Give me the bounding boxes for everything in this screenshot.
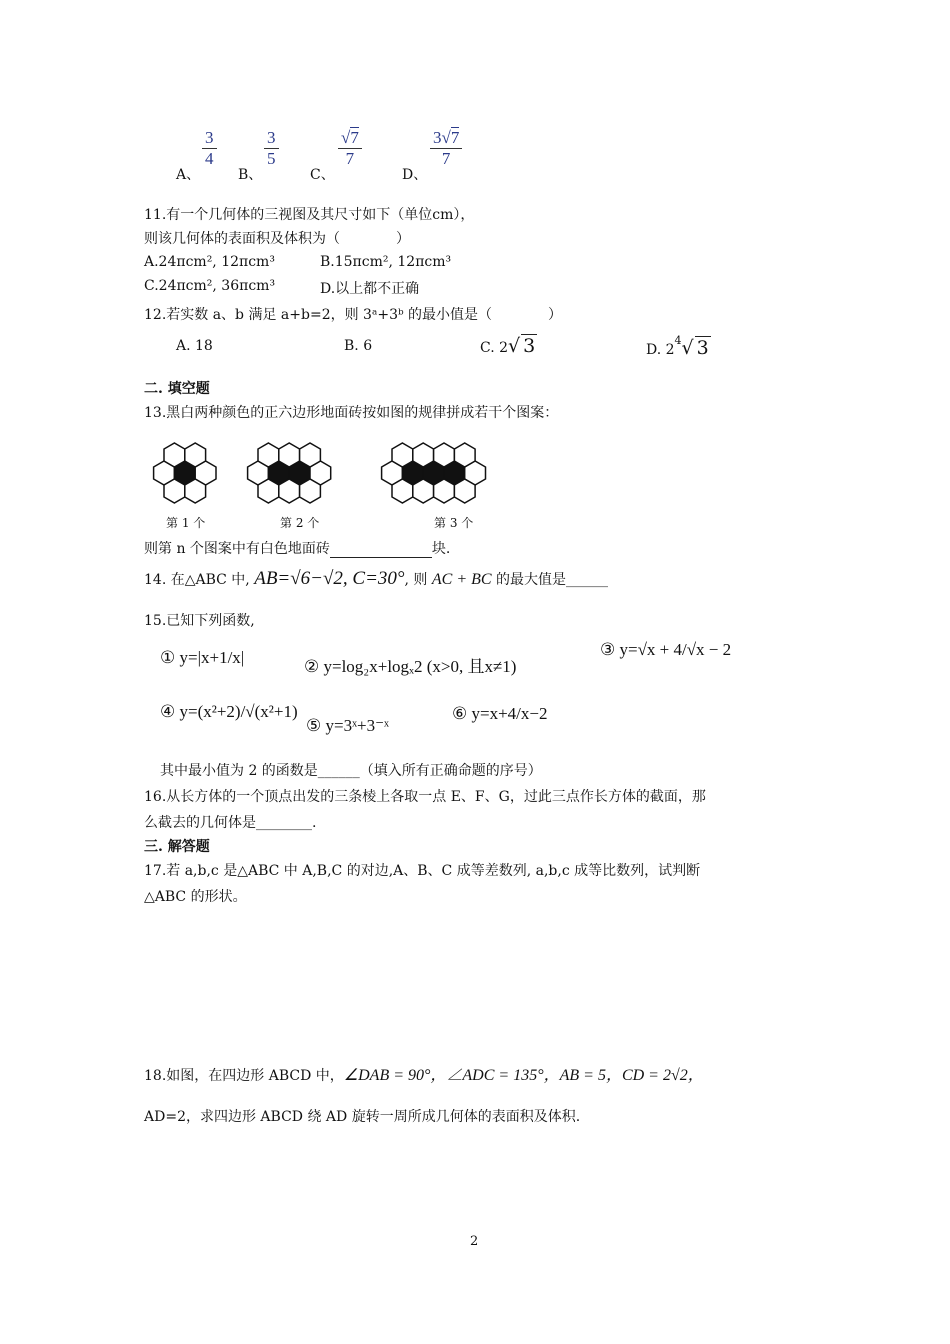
page-number: 2: [470, 1234, 479, 1249]
white-hexagon: [279, 479, 300, 503]
q13-caption-3: 第 3 个: [434, 516, 474, 530]
answer-blank: [330, 541, 432, 558]
q15-function-4: ④ y=(x²+2)/√(x²+1): [160, 702, 298, 721]
q18-line1: [144, 1062, 704, 1085]
white-hexagon: [164, 479, 185, 503]
q15-stem: 15.已知下列函数,: [144, 613, 255, 629]
white-hexagon: [413, 443, 434, 467]
coefficient: 3: [433, 128, 442, 147]
white-hexagon: [392, 443, 413, 467]
opt-c-radicand: 3: [523, 335, 536, 357]
opt-c-prefix: C. 2: [480, 340, 509, 356]
q10-opt-d-label: D、: [402, 167, 428, 183]
q10-options: [176, 128, 476, 184]
white-hexagon: [300, 443, 321, 467]
q13-caption-2: 第 2 个: [280, 516, 320, 530]
q15-function-5: ⑤ y=3ˣ+3⁻ˣ: [306, 716, 389, 735]
denominator: 7: [441, 149, 451, 168]
q10-opt-b-label: B、: [238, 167, 263, 183]
q14-prefix: 14. 在△ABC 中,: [144, 572, 250, 588]
q18-expression: ∠DAB = 90°，∠ADC = 135°，AB = 5，CD = 2√2，: [343, 1067, 704, 1084]
q12-opt-d: D. $2^4√$ 3: [646, 334, 709, 359]
denominator: 5: [267, 149, 276, 168]
hex-pattern-drawing: [140, 430, 540, 516]
q10-opt-c-label: C、: [310, 167, 335, 183]
q14-suffix: 的最大值是______: [496, 572, 609, 588]
white-hexagon: [454, 443, 475, 467]
numerator: 3√7: [430, 128, 462, 149]
q15-function-1: ① y=|x+1/x|: [160, 648, 245, 667]
white-hexagon: [185, 479, 206, 503]
q10-opt-b-fraction: [264, 128, 279, 169]
q11-opt-d: D.以上都不正确: [320, 281, 420, 297]
q13-tail-suffix: 块.: [431, 541, 451, 557]
white-hexagon: [258, 479, 279, 503]
q15-tail: 其中最小值为 2 的函数是______（填入所有正确命题的序号）: [160, 763, 542, 779]
numerator: 3: [202, 128, 217, 149]
denominator: 7: [345, 149, 355, 168]
q15-function-2: ② y=log₂x+logₓ2 (x>0, 且x≠1): [304, 657, 517, 676]
q15-function-3: ③ y=√x + 4/√x − 2: [600, 640, 732, 659]
radicand: 7: [350, 128, 359, 147]
numerator: √7: [338, 128, 362, 149]
white-hexagon: [434, 479, 455, 503]
q18-prefix: 18.如图，在四边形 ABCD 中，: [144, 1068, 344, 1084]
numerator: 3: [264, 128, 279, 149]
white-hexagon: [185, 443, 206, 467]
white-hexagon: [413, 479, 434, 503]
q12-opt-c: C. 2√ 3: [480, 335, 536, 357]
section-fill-in-heading: 二. 填空题: [144, 381, 210, 397]
denominator: 4: [205, 149, 214, 168]
q13-question: [144, 538, 450, 558]
q12-opt-b: B. 6: [344, 338, 373, 354]
q17-line1: 17.若 a,b,c 是△ABC 中 A,B,C 的对边,A、B、C 成等差数列, a,b,c 成等比数列，试判断: [144, 863, 701, 879]
white-hexagon: [434, 443, 455, 467]
q11-opt-a: A.24πcm², 12πcm³: [144, 254, 275, 270]
q13-caption-1: 第 1 个: [166, 516, 206, 530]
q10-opt-a-fraction: [202, 128, 217, 169]
white-hexagon: [392, 479, 413, 503]
q12-opt-a: A. 18: [176, 338, 213, 354]
white-hexagon: [279, 443, 300, 467]
opt-d-root-index: 4: [674, 334, 682, 347]
radicand: 7: [450, 128, 460, 147]
q13-tail-prefix: 则第 n 个图案中有白色地面砖: [144, 541, 330, 557]
q16-line2: 么截去的几何体是________.: [144, 815, 317, 831]
q10-opt-c-fraction: [338, 128, 362, 169]
q14-middle: , 则: [404, 572, 428, 588]
q17-line2: △ABC 的形状。: [144, 889, 247, 905]
q18-line2: AD=2，求四边形 ABCD 绕 AD 旋转一周所成几何体的表面积及体积.: [144, 1109, 581, 1125]
q12-stem: 12.若实数 a、b 满足 a+b=2，则 3ᵃ+3ᵇ 的最小值是（ ）: [144, 307, 563, 323]
opt-d-prefix: D. 2: [646, 342, 675, 358]
q11-opt-b: B.15πcm², 12πcm³: [320, 254, 452, 270]
q16-line1: 16.从长方体的一个顶点出发的三条棱上各取一点 E、F、G，过此三点作长方体的截面，那: [144, 789, 706, 805]
white-hexagon: [258, 443, 279, 467]
white-hexagon: [454, 479, 475, 503]
q11-line2: 则该几何体的表面积及体积为（ ）: [144, 231, 410, 247]
q10-opt-d-fraction: [430, 128, 462, 169]
q11-line1: 11.有一个几何体的三视图及其尺寸如下（单位cm），: [144, 207, 475, 223]
q13-stem: 13.黑白两种颜色的正六边形地面砖按如图的规律拼成若干个图案：: [144, 405, 559, 421]
white-hexagon: [164, 443, 185, 467]
opt-d-radicand: 3: [696, 337, 709, 359]
white-hexagon: [300, 479, 321, 503]
q14-expression: AB=√6−√2, C=30°: [254, 568, 405, 589]
q14-expression-2: AC + BC: [431, 571, 492, 588]
section-answer-heading: 三. 解答题: [144, 839, 210, 855]
q10-opt-a-label: A、: [176, 167, 201, 183]
q14: [144, 568, 608, 590]
q15-function-6: ⑥ y=x+4/x−2: [452, 704, 548, 723]
q11-opt-c: C.24πcm², 36πcm³: [144, 278, 276, 294]
